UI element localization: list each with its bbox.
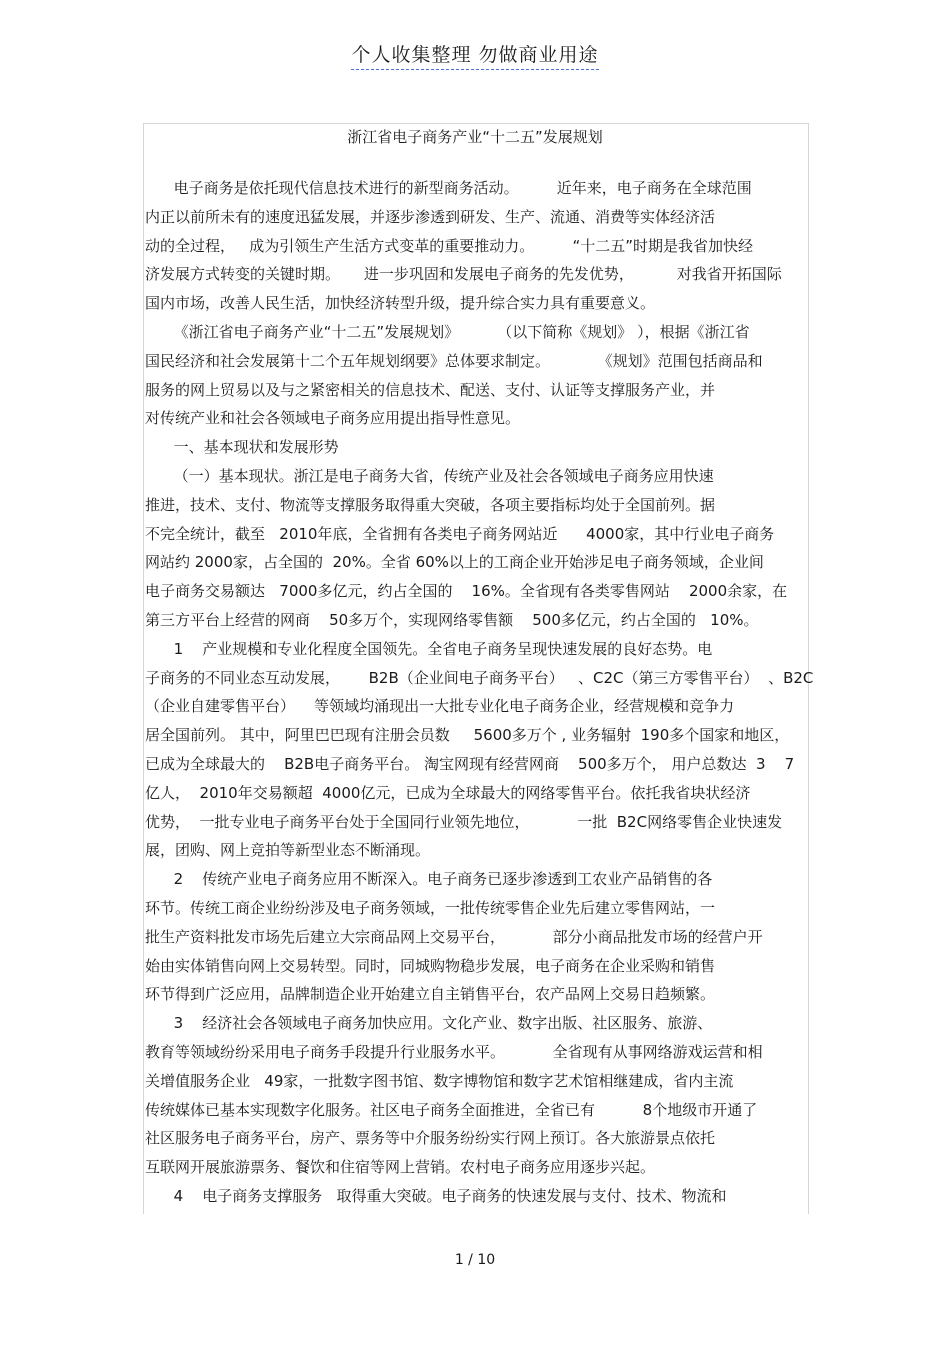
- text-line: 国民经济和社会发展第十二个五年规划纲要》总体要求制定。 《规划》范围包括商品和: [145, 351, 763, 370]
- text-line: 《浙江省电子商务产业“十二五”发展规划》 （以下简称《规划》 ），根据《浙江省: [145, 323, 750, 341]
- text-line: 3 经济社会各领域电子商务加快应用。文化产业、数字出版、社区服务、旅游、: [145, 1014, 713, 1033]
- text-line: 环节得到广泛应用，品牌制造企业开始建立自主销售平台，农产品网上交易日趋频繁。: [145, 985, 716, 1004]
- text-line: 互联网开展旅游票务、餐饮和住宿等网上营销。农村电子商务应用逐步兴起。: [145, 1158, 656, 1177]
- text-line: 济发展方式转变的关键时期。 进一步巩固和发展电子商务的先发优势， 对我省开拓国际: [145, 265, 782, 284]
- document-title: 浙江省电子商务产业“十二五”发展规划: [347, 128, 603, 146]
- page-number: 1 / 10: [454, 1252, 496, 1268]
- text-line: 第三方平台上经营的网商 50多万个，实现网络零售额 500多亿元，约占全国的 10%。: [145, 611, 759, 629]
- text-line: 展，团购、网上竞拍等新型业态不断涌现。: [145, 841, 431, 860]
- text-line: 居全国前列。 其中，阿里巴巴现有注册会员数 5600多万个 , 业务辐射 190多个国家和地区，: [145, 726, 790, 745]
- text-line: 教育等领域纷纷采用电子商务手段提升行业服务水平。 全省现有从事网络游戏运营和相: [145, 1043, 763, 1061]
- text-line: 始由实体销售向网上交易转型。同时，同城购物稳步发展，电子商务在企业采购和销售: [145, 956, 716, 975]
- page-header: [0, 40, 950, 67]
- text-line: 1 产业规模和专业化程度全国领先。全省电子商务呈现快速发展的良好态势。电: [145, 639, 713, 658]
- text-line: 推进，技术、支付、物流等支撑服务取得重大突破，各项主要指标均处于全国前列。据: [145, 495, 716, 514]
- text-line: 电子商务交易额达 7000多亿元，约占全国的 16%。全省现有各类零售网站 2000余家，在: [145, 582, 788, 601]
- text-line: 国内市场，改善人民生活，加快经济转型升级，提升综合实力具有重要意义。: [145, 294, 656, 313]
- text-line: 不完全统计，截至 2010年底，全省拥有各类电子商务网站近 4000家，其中行业电子商务: [145, 524, 775, 543]
- text-line: 电子商务是依托现代信息技术进行的新型商务活动。 近年来，电子商务在全球范围: [145, 179, 752, 197]
- text-line: 批生产资料批发市场先后建立大宗商品网上交易平台， 部分小商品批发市场的经营户开: [145, 927, 763, 946]
- text-line: 动的全过程， 成为引领生产生活方式变革的重要推动力。 “十二五”时期是我省加快经: [145, 236, 753, 255]
- text-line: 社区服务电子商务平台，房产、票务等中介服务纷纷实行网上预订。各大旅游景点依托: [145, 1129, 716, 1148]
- text-line: 子商务的不同业态互动发展， B2B（企业间电子商务平台） 、C2C（第三方零售平台） 、B2C: [145, 668, 814, 687]
- text-line: 已成为全球最大的 B2B电子商务平台。 淘宝网现有经营网商 500多万个， 用户总数达 3 7: [145, 755, 795, 773]
- text-line: 内正以前所未有的速度迅猛发展，并逐步渗透到研发、生产、流通、消费等实体经济活: [145, 207, 716, 226]
- text-line: 亿人， 2010年交易额超 4000亿元，已成为全球最大的网络零售平台。依托我省块状经济: [145, 783, 751, 802]
- text-line: 一、基本现状和发展形势: [145, 438, 339, 457]
- header-text: 个人收集整理 勿做商业用途: [351, 44, 598, 70]
- text-line: 环节。传统工商企业纷纷涉及电子商务领域，一批传统零售企业先后建立零售网站，一: [145, 899, 716, 917]
- text-line: 4 电子商务支撑服务 取得重大突破。电子商务的快速发展与支付、技术、物流和: [145, 1187, 727, 1205]
- text-line: 服务的网上贸易以及与之紧密相关的信息技术、配送、支付、认证等支撑服务产业，并: [145, 380, 716, 399]
- text-line: 传统媒体已基本实现数字化服务。社区电子商务全面推进，全省已有 8个地级市开通了: [145, 1100, 758, 1119]
- text-line: 2 传统产业电子商务应用不断深入。电子商务已逐步渗透到工农业产品销售的各: [145, 870, 713, 889]
- text-line: 对传统产业和社会各领域电子商务应用提出指导性意见。: [145, 409, 521, 428]
- text-line: 网站约 2000家，占全国的 20%。全省 60%以上的工商企业开始涉足电子商务领域，企业间: [145, 553, 764, 572]
- text-line: （一）基本现状。浙江是电子商务大省，传统产业及社会各领域电子商务应用快速: [145, 467, 714, 485]
- text-line: 关增值服务企业 49家，一批数字图书馆、数字博物馆和数字艺术馆相继建成，省内主流: [145, 1071, 734, 1090]
- text-line: 优势， 一批专业电子商务平台处于全国同行业领先地位， 一批 B2C网络零售企业快速发: [145, 812, 783, 831]
- text-line: （企业自建零售平台） 等领域均涌现出一大批专业化电子商务企业，经营规模和竞争力: [145, 697, 735, 716]
